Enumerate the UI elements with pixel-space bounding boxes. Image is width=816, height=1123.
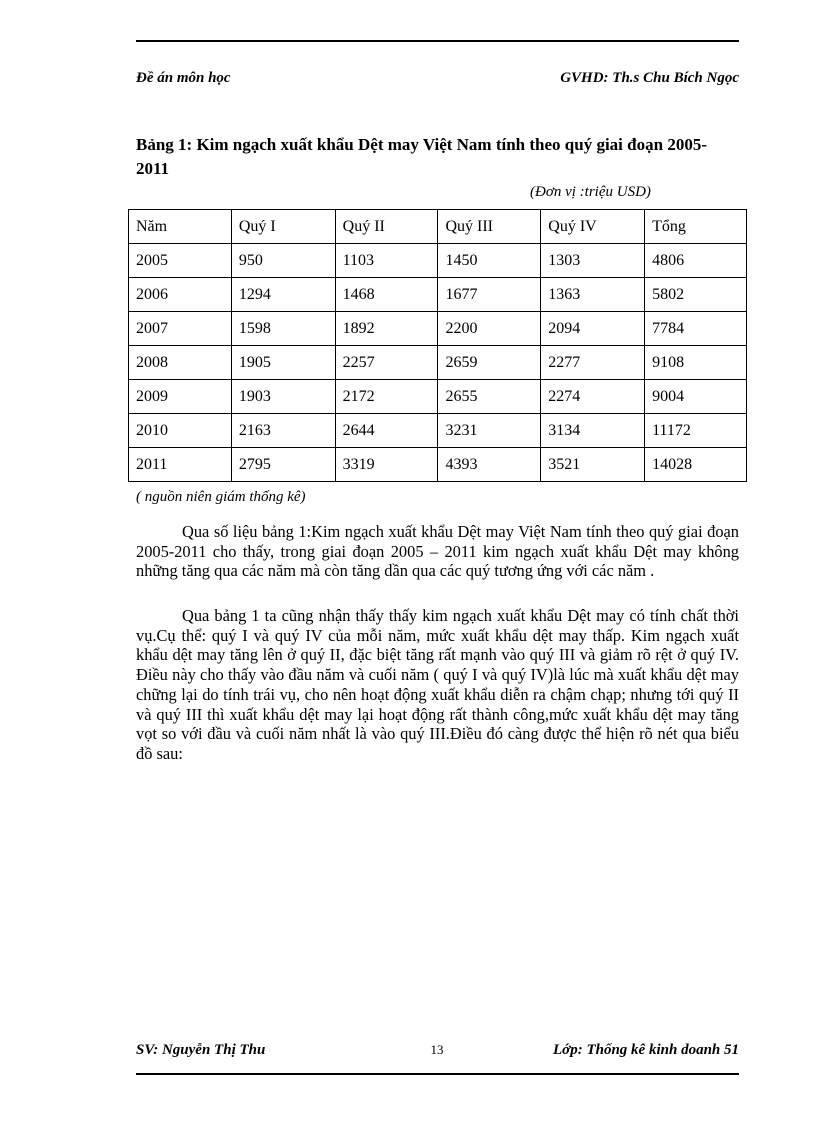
table-cell: 2659 [438,346,541,380]
table-cell: 2009 [129,380,232,414]
table-header-cell: Năm [129,210,232,244]
table-cell: 2011 [129,448,232,482]
table-cell: 2257 [335,346,438,380]
table-cell: 1363 [541,278,645,312]
table-title: Bảng 1: Kim ngạch xuất khẩu Dệt may Việt Nam tính theo quý giai đoạn 2005-2011 [136,135,707,178]
table-row [129,244,747,278]
footer-rule [136,1073,739,1075]
table-cell: 9004 [645,380,747,414]
table-cell: 2277 [541,346,645,380]
table-cell: 3521 [541,448,645,482]
table-cell: 1903 [231,380,335,414]
table-header-cell: Quý III [438,210,541,244]
table-cell: 2644 [335,414,438,448]
table-cell: 1892 [335,312,438,346]
table-cell: 1598 [231,312,335,346]
table-cell: 3231 [438,414,541,448]
table-cell: 2274 [541,380,645,414]
footer-class: Lớp: Thống kê kinh doanh 51 [553,1042,739,1058]
table-cell: 1905 [231,346,335,380]
header-rule [136,40,739,42]
table-cell: 4806 [645,244,747,278]
table-cell: 1303 [541,244,645,278]
table-cell: 2010 [129,414,232,448]
table-cell: 2200 [438,312,541,346]
table-cell: 950 [231,244,335,278]
table-cell: 1450 [438,244,541,278]
unit-note: (Đơn vị :triệu USD) [530,184,651,200]
export-table [128,209,747,482]
table-cell: 2006 [129,278,232,312]
table-cell: 1468 [335,278,438,312]
table-row [129,448,747,482]
table-cell: 3319 [335,448,438,482]
table-cell: 5802 [645,278,747,312]
table-header-cell: Quý I [231,210,335,244]
table-cell: 2172 [335,380,438,414]
table-cell: 2094 [541,312,645,346]
table-cell: 2655 [438,380,541,414]
table-cell: 7784 [645,312,747,346]
source-note: ( nguồn niên giám thống kê) [136,489,306,505]
table-cell: 2007 [129,312,232,346]
table-cell: 1677 [438,278,541,312]
table-cell: 2795 [231,448,335,482]
paragraph-1: Qua số liệu bảng 1:Kim ngạch xuất khẩu Dệt may Việt Nam tính theo quý giai đoạn 2005-2011 cho thấy, trong giai đoạn 2005 – 2011 kim ngạch xuất khẩu Dệt may không những tăng qua các năm mà còn tăng dần qua các quý tương ứng với các năm . [136,522,739,581]
table-cell: 2008 [129,346,232,380]
table-row [129,346,747,380]
footer-student: SV: Nguyễn Thị Thu [136,1042,266,1058]
table-header-cell: Tổng [645,210,747,244]
table-cell: 14028 [645,448,747,482]
table-row [129,414,747,448]
table-row [129,312,747,346]
table-row [129,278,747,312]
table-cell: 9108 [645,346,747,380]
table-cell: 1103 [335,244,438,278]
page-number: 13 [430,1042,444,1057]
table-row [129,380,747,414]
table-cell: 1294 [231,278,335,312]
header-course: Đề án môn học [136,70,231,86]
table-header-cell: Quý IV [541,210,645,244]
paragraph-2: Qua bảng 1 ta cũng nhận thấy thấy kim ngạch xuất khẩu Dệt may có tính chất thời vụ.Cụ thể: quý I và quý IV của mỗi năm, mức xuất khẩu dệt may thấp. Kim ngạch xuất khẩu dệt may tăng lên ở quý II, đặc biệt tăng rất mạnh vào quý III và giảm rõ rệt ở quý IV. Điều này cho thấy vào đầu năm và cuối năm ( quý I và quý IV)là lúc mà xuất khẩu dệt may chững lại do tính trái vụ, cho nên hoạt động xuất khẩu diễn ra chậm chạp; nhưng tới quý II và quý III thì xuất khẩu dệt may lại hoạt động rất thành công,mức xuất khẩu dệt may tăng vọt so với đầu và cuối năm nhất là vào quý III.Điều đó càng được thể hiện rõ nét qua biểu đồ sau: [136,606,739,763]
table-cell: 2163 [231,414,335,448]
table-cell: 11172 [645,414,747,448]
table-cell: 4393 [438,448,541,482]
table-header-row [129,210,747,244]
table-cell: 3134 [541,414,645,448]
table-header-cell: Quý II [335,210,438,244]
header-supervisor: GVHD: Th.s Chu Bích Ngọc [560,70,739,86]
table-cell: 2005 [129,244,232,278]
